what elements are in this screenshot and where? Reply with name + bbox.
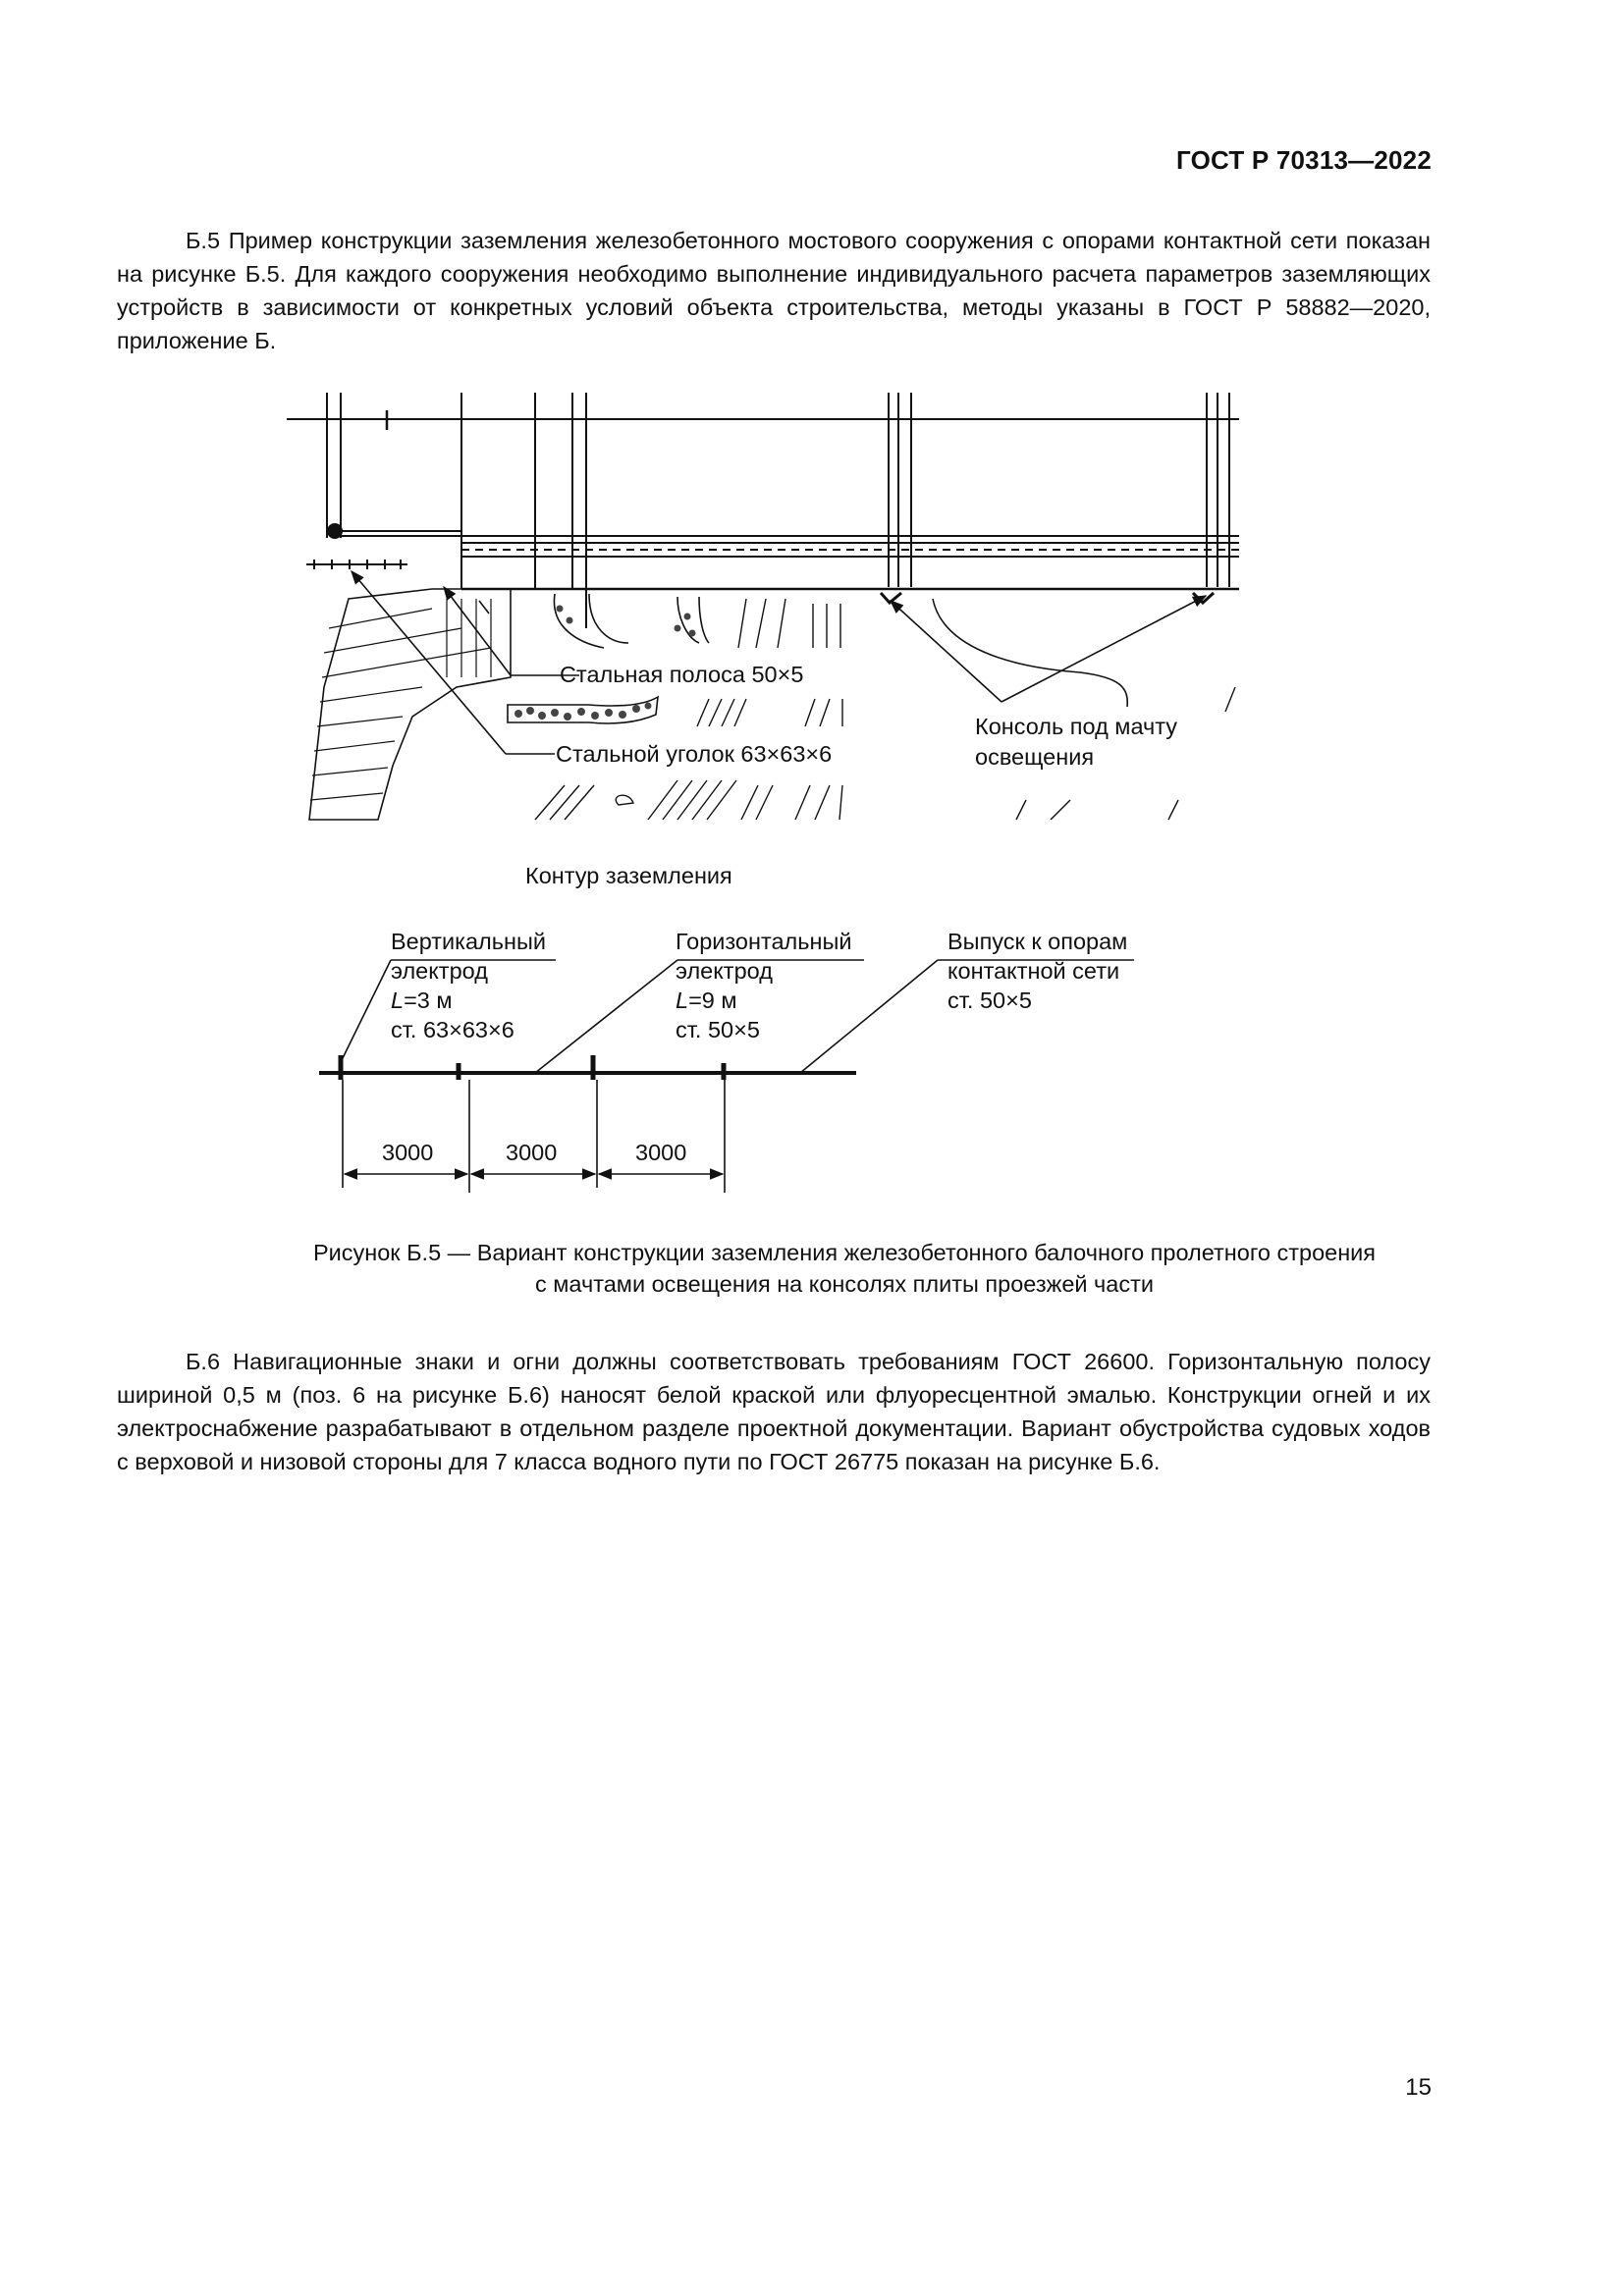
label-steel-strip: Стальная полоса 50×5 — [560, 662, 804, 687]
label-console-line1: Консоль под мачту — [975, 714, 1178, 739]
horizontal-electrode-length-var: L — [676, 988, 689, 1013]
paragraph-b5-text: Б.5 Пример конструкции заземления железобетонного мостового сооружения с опорами контактной сети показан на рисунке Б.5. Для каждого сооружения необходимо выполнение индивидуального расчета параметров заземляющих устройств в зависимости от конкретных условий объекта строительства, методы указаны в ГОСТ Р 58882—2020, приложение Б. — [117, 228, 1431, 353]
outlet-line2: контактной сети — [947, 958, 1120, 984]
horizontal-electrode-length-val: =9 м — [688, 988, 737, 1013]
horizontal-electrode-line2: электрод — [676, 958, 773, 984]
outlet-label — [947, 929, 1127, 1013]
document-number-header: ГОСТ Р 70313—2022 — [1176, 145, 1432, 175]
vertical-electrode-label — [391, 929, 546, 1042]
vertical-electrode-length — [391, 988, 453, 1013]
horizontal-electrode-length — [676, 988, 737, 1013]
dimension-label-1: 3000 — [382, 1140, 434, 1165]
dimension-label-2: 3000 — [506, 1140, 558, 1165]
vertical-electrode-length-var: L — [391, 988, 405, 1013]
label-steel-angle: Стальной уголок 63×63×6 — [556, 741, 833, 767]
horizontal-electrode-spec: ст. 50×5 — [676, 1017, 760, 1042]
contour-title: Контур заземления — [525, 863, 732, 888]
outlet-spec: ст. 50×5 — [947, 988, 1032, 1013]
vertical-electrode-line2: электрод — [391, 958, 488, 984]
dimension-label-3: 3000 — [635, 1140, 687, 1165]
vertical-electrode-spec: ст. 63×63×6 — [391, 1017, 514, 1042]
figure-caption-line2: с мачтами освещения на консолях плиты проезжей части — [534, 1271, 1154, 1297]
figure-caption-line1: Рисунок Б.5 — Вариант конструкции заземления железобетонного балочного пролетного строения — [312, 1240, 1377, 1265]
vertical-electrode-length-val: =3 м — [404, 988, 453, 1013]
horizontal-electrode-line1: Горизонтальный — [676, 929, 852, 954]
paragraph-b6-text: Б.6 Навигационные знаки и огни должны соответствовать требованиям ГОСТ 26600. Горизонтальную полосу шириной 0,5 м (поз. 6 на рисунке Б.6) наносят белой краской или флуоресцентной эмалью. Конструкции огней и их электроснабжение разрабатывают в отдельном разделе проектной документации. Вариант обустройства судовых ходов с верховой и низовой стороны для 7 класса водного пути по ГОСТ 26775 показан на рисунке Б.6. — [117, 1349, 1431, 1474]
figure-caption — [0, 1237, 1624, 1300]
horizontal-electrode-label — [676, 929, 852, 1042]
vertical-electrode-line1: Вертикальный — [391, 929, 547, 954]
paragraph-b6 — [117, 1345, 1431, 1478]
outlet-line1: Выпуск к опорам — [947, 929, 1128, 954]
label-console-line2: освещения — [975, 744, 1095, 770]
page-number: 15 — [1405, 2074, 1432, 2101]
